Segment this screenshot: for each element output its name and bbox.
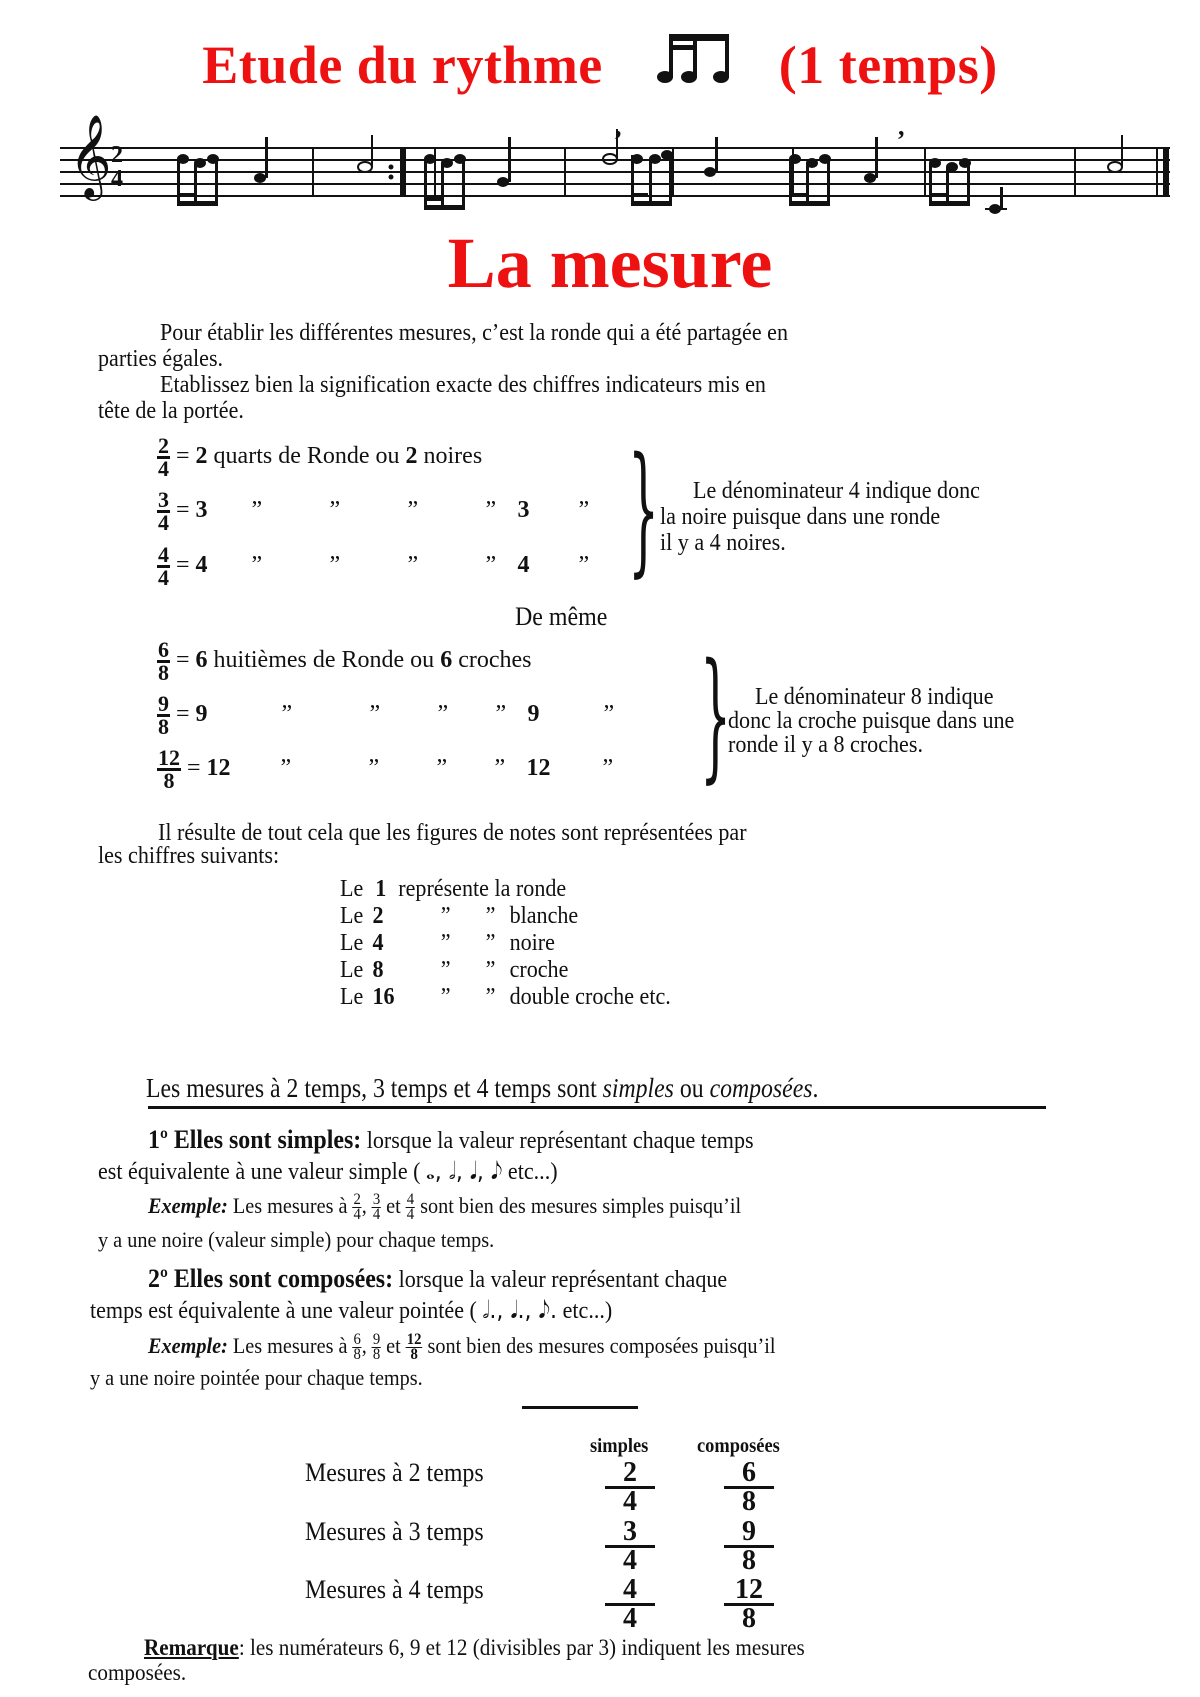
remark-label: Remarque [144, 1635, 239, 1660]
ditto: ” [494, 755, 506, 782]
example-text2: sont bien des mesures simples puisqu’il [420, 1193, 742, 1218]
ditto: ” [251, 552, 263, 579]
frac-den: 4 [623, 1545, 637, 1576]
frac-den: 4 [353, 1206, 361, 1224]
heading-simples: simples [602, 1073, 674, 1103]
composees-text: lorsque la valeur représentant chaque [398, 1267, 728, 1293]
equals-sign: = [176, 701, 190, 728]
table-row-label: Mesures à 4 temps [305, 1575, 484, 1604]
frac-num: 4 [605, 1577, 655, 1606]
simples-text2: est équivalente à une valeur simple ( [98, 1159, 421, 1185]
frac-num: 4 [158, 542, 169, 567]
equals-sign: = [176, 443, 190, 470]
count: 3 [195, 497, 208, 524]
example-label: Exemple: [148, 1193, 228, 1218]
table-simple-frac [605, 1516, 655, 1576]
count2: 2 [405, 443, 418, 470]
ditto: ” [368, 755, 380, 782]
simple-composed-heading [146, 1075, 818, 1101]
frac-num: 3 [372, 1191, 381, 1209]
frac-den: 8 [742, 1603, 756, 1634]
frac-num: 2 [158, 433, 169, 458]
treble-clef-icon: 𝄞 [69, 113, 112, 197]
count: 2 [195, 443, 208, 470]
frac-den: 8 [353, 1346, 361, 1364]
ditto: ” [280, 755, 292, 782]
note-value-row [340, 930, 555, 956]
frac-num: 6 [724, 1460, 774, 1489]
ditto: ” [603, 701, 615, 728]
note-name: croche [509, 957, 569, 983]
frac-num: 3 [158, 487, 169, 512]
table-simple-frac [605, 1574, 655, 1634]
frac-den: 8 [410, 1346, 418, 1364]
le: Le [340, 957, 364, 983]
ditto: ” [495, 701, 507, 728]
row-text2: croches [458, 647, 532, 674]
frac-den: 8 [742, 1545, 756, 1576]
header-title-part2: (1 temps) [778, 34, 998, 95]
et: et [386, 1333, 401, 1358]
quarter-note-line3: il y a 4 noires. [660, 530, 786, 556]
represente: représente la [398, 876, 511, 902]
ditto: ” [281, 701, 293, 728]
value-number: 2 [372, 903, 384, 929]
note-value-row [340, 903, 578, 929]
dotted-note-values-icons: 𝅗𝅥., 𝅘𝅥., 𝅘𝅥𝅮. [482, 1296, 558, 1324]
table-composed-frac [724, 1457, 774, 1517]
separator-rule [522, 1406, 638, 1409]
remark-line2: composées. [88, 1660, 187, 1685]
simples-line1 [148, 1127, 754, 1154]
eighth-row [157, 637, 532, 685]
col-header-simples: simples [590, 1435, 649, 1457]
time-sig-denominator: 4 [111, 166, 123, 192]
de-meme-heading: De même [515, 602, 608, 631]
ditto: ” [436, 755, 448, 782]
frac-num: 9 [724, 1519, 774, 1548]
eighth-row [157, 745, 614, 793]
rhythm-group-icon [657, 30, 735, 99]
brace-icon: } [628, 428, 660, 591]
frac-num: 9 [158, 691, 169, 716]
simples-label: 1º Elles sont simples: [148, 1125, 362, 1154]
row-text2: noires [423, 443, 483, 470]
example-text: Les mesures à [232, 1333, 348, 1358]
simple-note-values-icons: 𝅝, 𝅗𝅥, 𝅘𝅥, 𝅘𝅥𝅮 [426, 1157, 503, 1185]
count2: 12 [526, 755, 551, 782]
eighth-row [157, 691, 615, 739]
equals-sign: = [176, 552, 190, 579]
count: 9 [195, 701, 208, 728]
table-simple-frac [605, 1457, 655, 1517]
example1-line1: Exemple: Les mesures à $\frac{2}{4}$ , $\frac{3}{4}$ et $\frac{4}{4}$ sont bien des mesures simples puisqu’il [148, 1191, 742, 1224]
frac-den: 4 [623, 1486, 637, 1517]
brace-icon: } [700, 634, 732, 797]
frac-den: 4 [158, 565, 169, 590]
frac-num: 6 [353, 1331, 361, 1349]
frac-den: 8 [158, 660, 169, 685]
table-composed-frac [724, 1574, 774, 1634]
ditto: ” [485, 552, 497, 579]
eighth-note-line2: donc la croche puisque dans une [728, 708, 1015, 734]
composees-line2 [90, 1297, 612, 1324]
ditto: ” [578, 497, 590, 524]
intro-p1-line2: parties égales. [98, 346, 224, 372]
ditto: ” [251, 497, 263, 524]
ditto: ” [407, 497, 419, 524]
example-label: Exemple: [148, 1333, 228, 1358]
heading-underline [148, 1106, 1046, 1109]
remark-text: : les numérateurs 6, 9 et 12 (divisibles par 3) indiquent les mesures [238, 1635, 805, 1660]
ditto: ” [440, 984, 451, 1010]
frac-den: 4 [406, 1206, 415, 1224]
simples-line2 [98, 1158, 558, 1185]
table-row-label: Mesures à 2 temps [305, 1458, 484, 1487]
note-name: ronde [515, 876, 567, 902]
quarter-note-line2: la noire puisque dans une ronde [660, 504, 941, 530]
count2: 3 [517, 497, 530, 524]
count2: 9 [527, 701, 540, 728]
result-line1: Il résulte de tout cela que les figures de notes sont représentées par [158, 820, 747, 846]
quarter-row [157, 433, 483, 481]
frac-den: 4 [158, 510, 169, 535]
heading-ou: ou [679, 1073, 704, 1103]
result-line2: les chiffres suivants: [98, 843, 280, 869]
eighth-note-line1: Le dénominateur 8 indique [755, 684, 994, 710]
example-text2: sont bien des mesures composées puisqu’il [427, 1333, 776, 1358]
intro-p2-line1: Etablissez bien la signification exacte des chiffres indicateurs mis en [160, 372, 766, 398]
frac-num: 2 [605, 1460, 655, 1489]
count2: 4 [517, 552, 530, 579]
frac-num: 3 [605, 1519, 655, 1548]
section-title: La mesure [447, 223, 773, 303]
ditto: ” [485, 984, 496, 1010]
count: 4 [195, 552, 208, 579]
svg-text:,: , [615, 115, 622, 141]
music-staff [55, 115, 1175, 225]
note-value-row [340, 984, 671, 1010]
intro-p2-line2: tête de la portée. [98, 398, 244, 424]
intro-p1-line1: Pour établir les différentes mesures, c’est la ronde qui a été partagée en [160, 320, 789, 346]
frac-num: 9 [372, 1331, 381, 1349]
count2: 6 [440, 647, 453, 674]
equals-sign: = [176, 497, 190, 524]
heading-composees: composées [709, 1073, 813, 1103]
ditto: ” [440, 903, 451, 929]
composees-label: 2º Elles sont composées: [148, 1264, 394, 1293]
le: Le [340, 903, 364, 929]
example2-line1: Exemple: Les mesures à $\frac{6}{8}$ , $\frac{9}{8}$ et $\frac{12}{8}$ sont bien des mesures composées puisqu’il [148, 1331, 776, 1364]
example2-line2: y a une noire pointée pour chaque temps. [90, 1365, 423, 1390]
staff-time-signature [111, 143, 123, 191]
ditto: ” [407, 552, 419, 579]
ditto: ” [578, 552, 590, 579]
frac-den: 4 [623, 1603, 637, 1634]
frac-den: 8 [158, 714, 169, 739]
quarter-row [157, 487, 590, 535]
composees-line1 [148, 1266, 727, 1293]
frac-den: 8 [163, 768, 175, 793]
le: Le [340, 984, 364, 1010]
svg-text:,: , [898, 115, 905, 141]
example-text: Les mesures à [232, 1193, 348, 1218]
table-composed-frac [724, 1516, 774, 1576]
ditto: ” [485, 497, 497, 524]
equals-sign: = [176, 647, 190, 674]
value-number: 1 [375, 876, 387, 902]
frac-den: 4 [158, 456, 169, 481]
heading-text: Les mesures à 2 temps, 3 temps et 4 temps sont [146, 1073, 597, 1103]
value-number: 4 [372, 930, 384, 956]
ditto: ” [440, 930, 451, 956]
et: et [386, 1193, 401, 1218]
frac-num: 6 [158, 637, 169, 662]
frac-den: 4 [372, 1206, 381, 1224]
heading-end: . [812, 1073, 819, 1103]
row-text: huitièmes de Ronde ou [213, 647, 435, 674]
page-header [0, 28, 1200, 99]
note-value-row [340, 876, 566, 902]
frac-den: 8 [372, 1346, 381, 1364]
note-name: noire [509, 930, 555, 956]
value-number: 8 [372, 957, 384, 983]
eighth-note-line3: ronde il y a 8 croches. [728, 732, 923, 758]
frac-num: 2 [353, 1191, 361, 1209]
quarter-note-line1: Le dénominateur 4 indique donc [693, 478, 980, 504]
remark-line1 [144, 1635, 805, 1661]
composees-text-end: etc...) [562, 1298, 613, 1324]
frac-den: 8 [742, 1486, 756, 1517]
frac-num: 12 [724, 1577, 774, 1606]
frac-num: 12 [158, 745, 180, 770]
ditto: ” [485, 903, 496, 929]
le: Le [340, 876, 364, 902]
le: Le [340, 930, 364, 956]
note-name: double croche etc. [509, 984, 671, 1010]
quarter-row [157, 542, 590, 590]
ditto: ” [329, 552, 341, 579]
count: 6 [195, 647, 208, 674]
equals-sign: = [187, 755, 201, 782]
table-row-label: Mesures à 3 temps [305, 1517, 484, 1546]
composees-text2: temps est équivalente à une valeur pointée ( [90, 1298, 477, 1324]
frac-num: 12 [406, 1331, 422, 1349]
simples-text-end: etc...) [507, 1159, 558, 1185]
row-text: quarts de Ronde ou [213, 443, 400, 470]
ditto: ” [602, 755, 614, 782]
ditto: ” [329, 497, 341, 524]
ditto: ” [369, 701, 381, 728]
example1-line2: y a une noire (valeur simple) pour chaque temps. [98, 1227, 495, 1252]
value-number: 16 [372, 984, 395, 1010]
frac-num: 4 [406, 1191, 415, 1209]
note-name: blanche [509, 903, 579, 929]
note-value-row [340, 957, 568, 983]
ditto: ” [485, 957, 496, 983]
time-sig-numerator: 2 [111, 142, 123, 168]
simples-text: lorsque la valeur représentant chaque temps [366, 1128, 754, 1154]
ditto: ” [485, 930, 496, 956]
ditto: ” [440, 957, 451, 983]
col-header-composees: composées [697, 1435, 780, 1457]
ditto: ” [437, 701, 449, 728]
count: 12 [206, 755, 231, 782]
header-title-part1: Etude du rythme [202, 34, 603, 95]
